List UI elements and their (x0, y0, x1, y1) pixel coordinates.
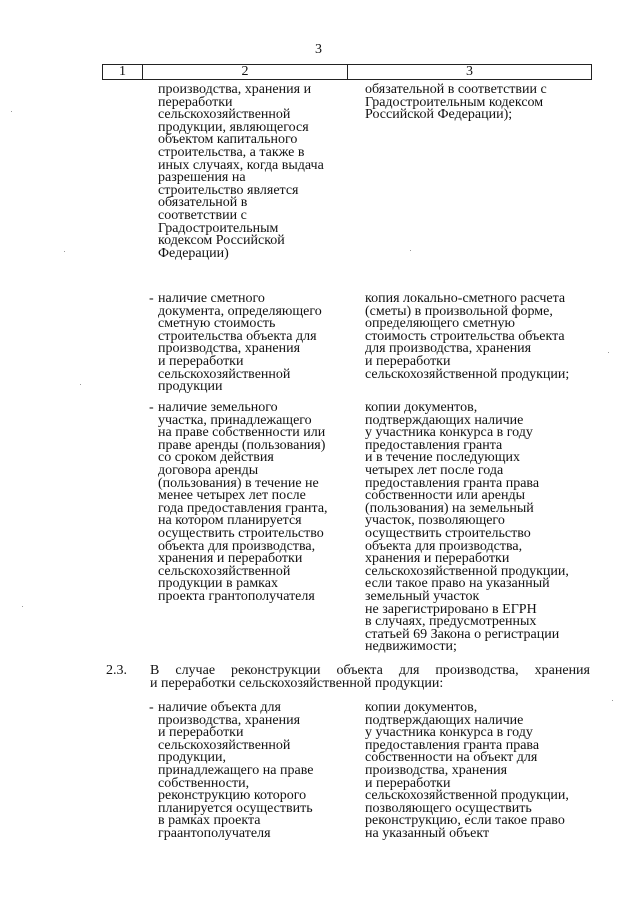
continuation-criterion-text: производства, хранения и переработки сельскохозяйственной продукции, являющегося объектом капитального строительства, а также в иных случаях, когда выдача разрешения на строительство является обязательной в соответствии с Градостроительным кодексом Российской Федерации) (158, 82, 324, 261)
scan-speck (22, 606, 23, 607)
section-heading (150, 665, 590, 690)
table-header-col-3: 3 (466, 64, 473, 79)
scan-speck (80, 384, 81, 385)
section-heading-line-1: В случае реконструкции объекта для производства, хранения (150, 663, 590, 678)
section-number: 2.3. (106, 663, 127, 678)
list-dash: - (149, 700, 154, 715)
table-header-col-1: 1 (103, 65, 143, 79)
scan-speck (608, 352, 609, 353)
continuation-documents-text: обязательной в соответствии с Градостроительным кодексом Российской Федерации); (365, 82, 547, 123)
criterion-text: наличие объекта для производства, хранения и переработки сельскохозяйственной продукции, принадлежащего на праве собственности, реконструкцию которого планируется осуществить в рамках проекта граантополучателя (158, 700, 314, 841)
scan-speck (11, 111, 12, 112)
table-header-row (102, 64, 592, 80)
criterion-text: наличие земельного участка, принадлежащего на праве собственности или праве аренды (пользования) со сроком действия договора аренды (пользования) в течение не менее четырех лет после года предоставления гранта, на котором планируется осуществить строительство объекта для производства, хранения и переработки сельскохозяйственной продукции в рамках проекта грантополучателя (158, 400, 328, 604)
required-documents-text: копии документов, подтверждающих наличие у участника конкурса в году предоставления гранта и в течение последующих четырех лет после года предоставления гранта права собственности или аренды (пользования) на земельный участок, позволяющего осуществить строительство объекта для производства, хранения и переработки сельскохозяйственной продукции, если такое право на указанный земельный участок не зарегистрировано в ЕГРН в случаях, предусмотренных статьей 69 Закона о регистрации недвижимости; (365, 400, 569, 655)
criterion-text: наличие сметного документа, определяющего сметную стоимость строительства объекта для производства, хранения и переработки сельскохозяйственной продукции (158, 291, 322, 395)
scan-speck (612, 700, 613, 701)
required-documents-text: копия локально-сметного расчета (сметы) в произвольной форме, определяющего сметную стоимость строительства объекта для производства, хранения и переработки сельскохозяйственной продукции; (365, 291, 570, 382)
section-heading-line-2: и переработки сельскохозяйственной продукции: (150, 675, 444, 691)
scan-speck (64, 251, 65, 252)
table-header-col-2: 2 (143, 65, 348, 79)
list-dash: - (149, 400, 154, 415)
scan-speck (410, 250, 411, 251)
list-dash: - (149, 291, 154, 306)
required-documents-text: копии документов, подтверждающих наличие у участника конкурса в году предоставления гранта права собственности на объект для производства, хранения и переработки сельскохозяйственной продукции, позволяющего осуществить реконструкцию, если такое право на указанный объект (365, 700, 569, 841)
page-number: 3 (315, 42, 322, 57)
